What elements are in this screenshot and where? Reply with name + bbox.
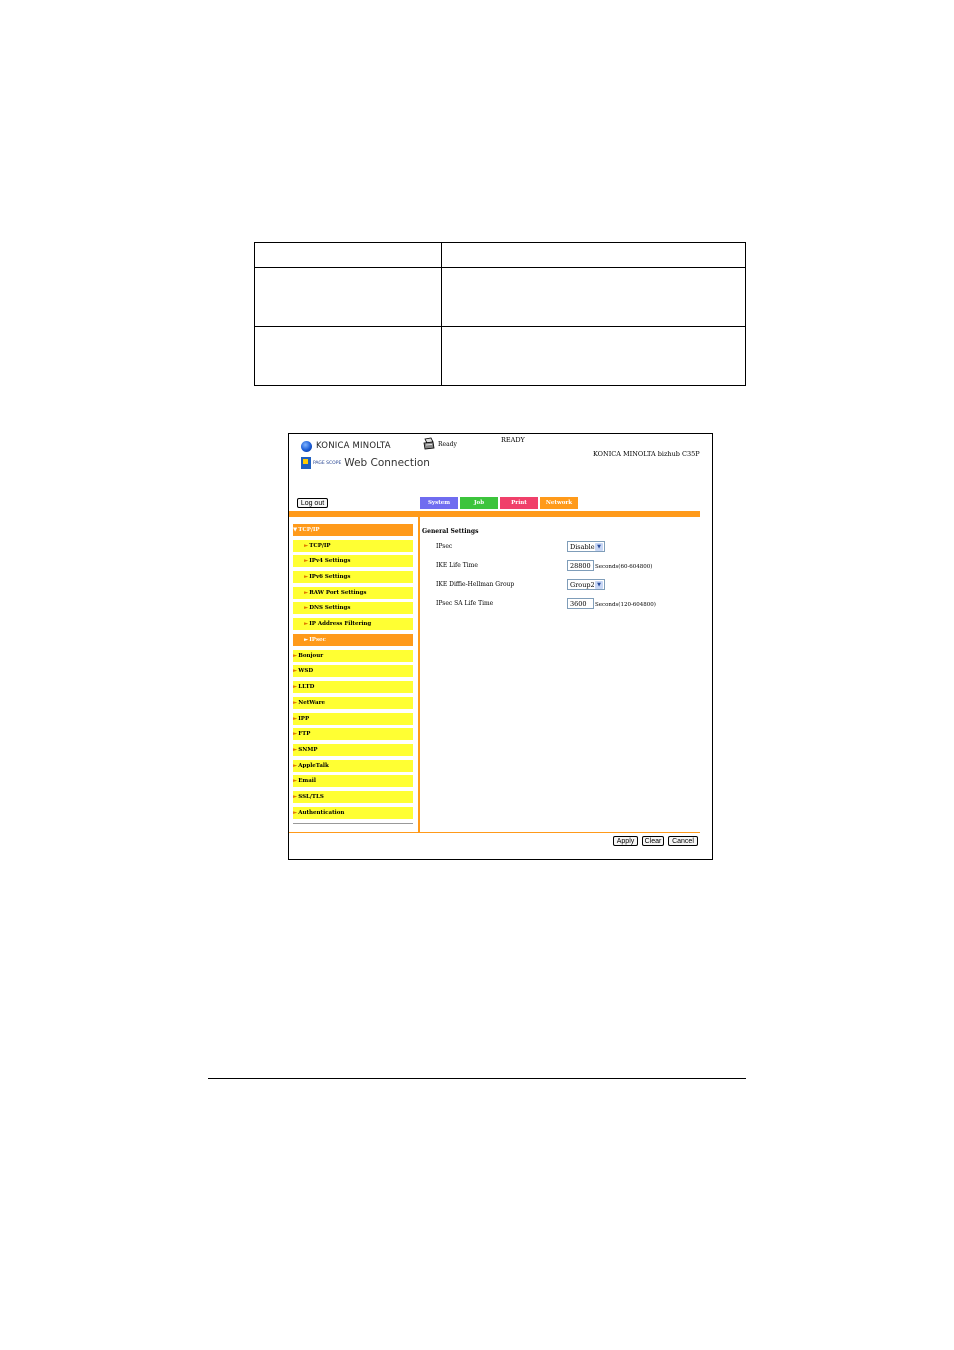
ike-life-time-label: IKE Life Time — [436, 562, 478, 569]
status-icon-label: Ready — [438, 441, 457, 448]
globe-icon — [301, 441, 312, 452]
printer-status-icon — [422, 437, 436, 451]
sa-life-time-hint: Seconds(120-604800) — [595, 602, 656, 608]
dh-group-select-value: Group2 — [570, 581, 595, 589]
ipsec-label: IPsec — [436, 543, 453, 550]
section-title: General Settings — [422, 528, 479, 535]
pagescope-icon — [301, 457, 311, 469]
web-connection-screenshot — [288, 433, 713, 860]
sidebar-item-ftp[interactable]: ►FTP — [293, 728, 413, 740]
sidebar-item-tcpip[interactable]: ►TCP/IP — [293, 540, 413, 552]
dh-group-label: IKE Diffie-Hellman Group — [436, 581, 515, 588]
sidebar-border — [418, 517, 420, 832]
pagescope-logo — [301, 456, 430, 470]
document-table — [254, 242, 746, 386]
sidebar-item-dns-settings[interactable]: ►DNS Settings — [293, 602, 413, 614]
chevron-down-icon[interactable]: ▼ — [595, 543, 603, 551]
sidebar-item-ip-address-filtering[interactable]: ►IP Address Filtering — [293, 618, 413, 630]
sidebar-item-ssl-tls[interactable]: ►SSL/TLS — [293, 791, 413, 803]
sidebar-item-ipp[interactable]: ►IPP — [293, 713, 413, 725]
konica-minolta-logo — [301, 440, 391, 452]
footer-divider — [289, 832, 700, 833]
sidebar-item-netware[interactable]: ►NetWare — [293, 697, 413, 709]
table-cell — [442, 268, 746, 327]
tab-system[interactable]: System — [420, 497, 458, 509]
tab-network[interactable]: Network — [540, 497, 578, 509]
cancel-button[interactable]: Cancel — [668, 836, 698, 846]
sidebar-item-lltd[interactable]: ►LLTD — [293, 681, 413, 693]
ipsec-select-value: Disable — [570, 543, 595, 551]
sidebar-item-ipsec[interactable]: ►IPsec — [293, 634, 413, 646]
tab-job[interactable]: Job — [460, 497, 498, 509]
sidebar-item-wsd[interactable]: ►WSD — [293, 665, 413, 677]
table-cell — [442, 243, 746, 268]
settings-panel — [422, 517, 700, 832]
clear-button[interactable]: Clear — [642, 836, 664, 846]
sidebar-item-bonjour[interactable]: ►Bonjour — [293, 650, 413, 662]
sa-life-time-input[interactable]: 3600 — [567, 598, 594, 609]
sidebar-item-ipv4-settings[interactable]: ►IPv4 Settings — [293, 555, 413, 567]
sidebar-item-raw-port-settings[interactable]: ►RAW Port Settings — [293, 587, 413, 599]
chevron-down-icon[interactable]: ▼ — [595, 581, 603, 589]
ike-life-time-hint: Seconds(60-604800) — [595, 564, 653, 570]
main-tabs — [420, 497, 580, 509]
sidebar — [289, 517, 419, 832]
tab-print[interactable]: Print — [500, 497, 538, 509]
sidebar-divider — [293, 823, 413, 824]
product-name: Web Connection — [344, 457, 430, 469]
logout-button[interactable]: Log out — [297, 498, 328, 508]
table-cell — [442, 327, 746, 386]
sa-life-time-label: IPsec SA Life Time — [436, 600, 494, 607]
table-cell — [255, 327, 442, 386]
status-text: READY — [501, 436, 525, 444]
apply-button[interactable]: Apply — [613, 836, 638, 846]
dh-group-select[interactable] — [567, 579, 605, 590]
table-cell — [255, 268, 442, 327]
table-cell — [255, 243, 442, 268]
ike-life-time-input[interactable]: 28800 — [567, 560, 594, 571]
ipsec-select[interactable] — [567, 541, 605, 552]
sidebar-item-snmp[interactable]: ►SNMP — [293, 744, 413, 756]
sidebar-item-authentication[interactable]: ►Authentication — [293, 807, 413, 819]
device-model: KONICA MINOLTA bizhub C35P — [593, 450, 700, 458]
page-footer-rule — [208, 1078, 746, 1079]
sidebar-item-ipv6-settings[interactable]: ►IPv6 Settings — [293, 571, 413, 583]
sidebar-item-appletalk[interactable]: ►AppleTalk — [293, 760, 413, 772]
sidebar-item-tcpip-group[interactable]: ▼TCP/IP — [293, 524, 413, 536]
brand-name: KONICA MINOLTA — [316, 441, 391, 451]
sidebar-item-email[interactable]: ►Email — [293, 775, 413, 787]
pagescope-text: PAGE SCOPE — [313, 460, 342, 466]
